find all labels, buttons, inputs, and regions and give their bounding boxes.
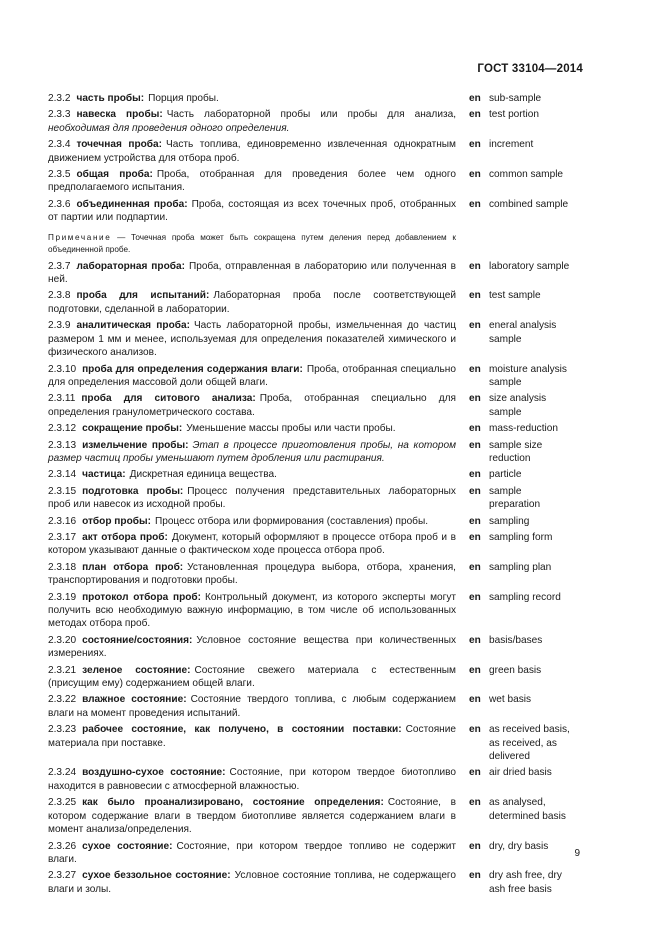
term-number: 2.3.9 [48, 320, 71, 332]
term-entry [48, 591, 583, 631]
language-code: en [469, 260, 481, 272]
english-term-line: test sample [489, 290, 541, 302]
term-english [456, 260, 583, 287]
term-definition-ru [48, 515, 456, 528]
english-term-line: particle [489, 469, 522, 481]
english-term-line: air dried basis [489, 767, 552, 779]
english-term-line: as received basis, [489, 724, 570, 736]
english-term-line: as received, as [489, 737, 557, 749]
english-term-line: dry ash free, dry [489, 870, 562, 882]
term-entry [48, 693, 583, 720]
term-number: 2.3.5 [48, 169, 71, 181]
language-code: en [469, 485, 481, 497]
term-definition-ru [48, 561, 456, 588]
term-english [456, 198, 583, 225]
term-number: 2.3.16 [48, 515, 77, 527]
term-number: 2.3.26 [48, 840, 77, 852]
term-name: проба для определения содержания влаги: [82, 363, 303, 375]
term-definition-ru [48, 485, 456, 512]
term-name: влажное состояние: [82, 694, 187, 706]
term-definition: Состояние, при котором твердое биотопливо находится в равновесии с атмосферной влажностью. [48, 767, 457, 792]
english-term-line: reduction [489, 452, 531, 464]
term-english [456, 840, 583, 867]
term-definition: Дискретная единица вещества. [129, 469, 277, 481]
term-name: сокращение пробы: [82, 423, 183, 435]
term-entry [48, 260, 583, 287]
term-english [456, 634, 583, 661]
term-entry [48, 766, 583, 793]
term-name: как было проанализировано, состояние определения: [82, 797, 384, 809]
language-code: en [469, 634, 481, 646]
english-term-line: increment [489, 139, 534, 151]
term-definition-ru [48, 392, 456, 419]
term-english [456, 439, 583, 466]
term-definition-ru [48, 693, 456, 720]
english-term-line: common sample [489, 169, 564, 181]
term-definition: Лабораторная проба после соответствующей подготовки, сделанной в лаборатории. [48, 290, 456, 315]
term-name: измельчение пробы: [82, 439, 189, 451]
term-entry [48, 723, 583, 763]
term-definition-ru [48, 260, 456, 287]
term-entry [48, 561, 583, 588]
term-number: 2.3.15 [48, 485, 77, 497]
language-code: en [469, 363, 481, 375]
term-definition-ru [48, 289, 456, 316]
term-entry [48, 392, 583, 419]
language-code: en [469, 109, 481, 121]
term-definition: Уменьшение массы пробы или части пробы. [186, 423, 396, 435]
term-english [456, 531, 583, 558]
term-name: сухое состояние: [82, 840, 173, 852]
english-term-line: basis/bases [489, 634, 543, 646]
term-entry [48, 92, 583, 105]
term-definition: Проба, отобранная специально для определения гранулометрического состава. [48, 393, 456, 418]
term-number: 2.3.22 [48, 694, 77, 706]
term-definition-ru [48, 319, 456, 359]
english-term-line: green basis [489, 664, 542, 676]
english-term-line: sample [489, 376, 522, 388]
term-english [456, 468, 583, 481]
term-entry [48, 515, 583, 528]
term-english [456, 392, 583, 419]
english-term-line: sampling plan [489, 561, 552, 573]
term-entry [48, 840, 583, 867]
language-code: en [469, 797, 481, 809]
term-english [456, 168, 583, 195]
term-entry [48, 289, 583, 316]
english-term-line: sub-sample [489, 93, 542, 104]
term-name: зеленое состояние: [82, 664, 191, 676]
term-number: 2.3.27 [48, 870, 77, 882]
term-definition: Состояние свежего материала с естественным (присущим ему) содержанием общей влаги. [48, 664, 456, 690]
term-english [456, 319, 583, 359]
term-english [456, 515, 583, 528]
english-term-line: eneral analysis [489, 320, 557, 332]
term-definition-ru [48, 198, 456, 225]
term-definition-ru [48, 664, 456, 691]
term-english [456, 485, 583, 512]
term-entry [48, 869, 583, 896]
term-definition-ru [48, 840, 456, 867]
language-code: en [469, 290, 481, 302]
term-number: 2.3.25 [48, 797, 77, 809]
term-entry [48, 796, 583, 836]
term-english [456, 766, 583, 793]
english-term-line: sample size [489, 439, 543, 451]
term-entry [48, 439, 583, 466]
term-entry [48, 319, 583, 359]
language-code: en [469, 767, 481, 779]
term-number: 2.3.4 [48, 139, 71, 151]
term-definition: Проба, отправленная в лабораторию или полученная в ней. [48, 260, 457, 286]
term-definition-ru [48, 723, 456, 763]
language-code: en [469, 724, 481, 736]
term-number: 2.3.3 [48, 109, 71, 121]
term-definition: Проба, отобранная специально для определения массовой доли общей влаги. [48, 363, 456, 388]
english-term-line: size analysis [489, 393, 547, 405]
english-term-line: mass-reduction [489, 423, 559, 435]
term-english [456, 363, 583, 390]
language-code: en [469, 531, 481, 543]
term-definition: Контрольный документ, из которого эксперты могут получить всю необходимую важную информацию, в том числе об использованных методах отбора проб. [48, 591, 456, 630]
term-definition-ru [48, 108, 456, 135]
term-definition: Состояние, при котором твердое топливо не содержит влаги. [48, 840, 456, 865]
term-definition-ru [48, 422, 456, 435]
language-code: en [469, 93, 481, 104]
term-number: 2.3.14 [48, 469, 77, 481]
term-definition-ru [48, 138, 456, 165]
language-code: en [469, 423, 481, 435]
term-definition: Установленная процедура выбора, отбора, хранения, транспортирования и подготовки пробы. [48, 561, 456, 587]
note-label: Примечание [48, 232, 112, 242]
term-definition: Проба, отобранная для проведения более чем одного предполагаемого испытания. [48, 169, 456, 194]
term-definition: Часть лабораторной пробы или пробы для анализа, [166, 109, 456, 121]
english-term-line: as analysed, [489, 797, 546, 809]
term-name: точечная проба: [76, 139, 162, 151]
english-term-line: wet basis [489, 694, 532, 706]
term-definition: Состояние материала при поставке. [48, 724, 456, 749]
language-code: en [469, 320, 481, 332]
term-entry [48, 138, 583, 165]
term-name: лабораторная проба: [76, 260, 185, 272]
term-number: 2.3.18 [48, 561, 77, 573]
term-definition-ru [48, 796, 456, 836]
term-entry [48, 168, 583, 195]
language-code: en [469, 515, 481, 527]
term-english [456, 561, 583, 588]
term-definition: Условное состояние топлива, не содержащего влаги и золы. [48, 870, 457, 895]
english-term-line: laboratory sample [489, 260, 570, 272]
term-english [456, 422, 583, 435]
term-english [456, 664, 583, 691]
term-name: аналитическая проба: [76, 320, 190, 332]
terms-list [48, 92, 583, 896]
english-term-line: preparation [489, 499, 541, 511]
term-definition-ru [48, 591, 456, 631]
term-number: 2.3.13 [48, 439, 77, 451]
english-term-line: sampling record [489, 591, 561, 603]
document-header: ГОСТ 33104—2014 [477, 63, 583, 75]
term-name: сухое беззольное состояние: [82, 870, 231, 882]
term-definition-ru [48, 92, 456, 105]
term-entry [48, 634, 583, 661]
page-number: 9 [574, 848, 580, 859]
term-definition-ru [48, 468, 456, 481]
term-name: отбор пробы: [82, 515, 151, 527]
english-term-line: sampling [489, 515, 530, 527]
english-term-line: sample [489, 333, 522, 345]
term-definition: Процесс получения представительных лабораторных проб или навесок из исходной пробы. [48, 485, 456, 511]
term-name: общая проба: [76, 169, 153, 181]
english-term-line: test portion [489, 109, 539, 121]
language-code: en [469, 870, 481, 882]
term-number: 2.3.21 [48, 664, 77, 676]
term-english [456, 723, 583, 763]
term-entry [48, 531, 583, 558]
term-english [456, 693, 583, 720]
english-term-line: ash free basis [489, 883, 552, 895]
language-code: en [469, 393, 481, 405]
language-code: en [469, 694, 481, 706]
term-number: 2.3.8 [48, 290, 71, 302]
language-code: en [469, 664, 481, 676]
term-definition-ru [48, 869, 456, 896]
term-english [456, 869, 583, 896]
note-text: — Точечная проба может быть сокращена путем деления перед добавлением к объединенной пробе. [48, 232, 456, 254]
term-number: 2.3.24 [48, 767, 77, 779]
term-name: воздушно-сухое состояние: [82, 767, 226, 779]
term-name: частица: [82, 469, 126, 481]
language-code: en [469, 439, 481, 451]
term-definition: Условное состояние вещества при количественных измерениях. [48, 634, 456, 660]
term-definition: Процесс отбора или формирования (составления) пробы. [154, 515, 429, 527]
term-name: акт отбора проб: [82, 531, 168, 543]
term-english [456, 92, 583, 105]
term-name: проба для испытаний: [76, 290, 210, 302]
term-definition: Состояние, в котором содержание влаги в твердом биотопливе является содержанием влаги в момент анализа/определения. [48, 797, 456, 836]
english-term-line: sample [489, 485, 522, 497]
term-entry [48, 363, 583, 390]
term-number: 2.3.2 [48, 93, 71, 104]
language-code: en [469, 561, 481, 573]
term-definition-ru [48, 766, 456, 793]
term-number: 2.3.23 [48, 724, 77, 736]
term-name: проба для ситового анализа: [81, 393, 256, 405]
term-english [456, 138, 583, 165]
term-definition: Документ, который оформляют в процессе отбора проб и в котором указывают данные о фактическом ходе процесса отбора проб. [48, 531, 456, 557]
term-definition: Проба, состоящая из всех точечных проб, отобранных от партии или подпартии. [48, 198, 456, 224]
term-number: 2.3.20 [48, 634, 77, 646]
term-definition-ru [48, 363, 456, 390]
term-name: навеска пробы: [76, 109, 163, 121]
term-name: объединенная проба: [76, 198, 188, 210]
term-definition: Порция пробы. [148, 93, 219, 104]
term-definition: Часть топлива, единовременно извлеченная однократным движением устройства для отбора проб. [48, 139, 456, 164]
english-term-line: dry, dry basis [489, 840, 549, 852]
term-definition-ru [48, 168, 456, 195]
term-number: 2.3.17 [48, 531, 77, 543]
term-definition-ru [48, 634, 456, 661]
term-name: план отбора проб: [82, 561, 184, 573]
term-english [456, 796, 583, 836]
english-term-line: moisture analysis [489, 363, 567, 375]
language-code: en [469, 139, 481, 151]
english-term-line: sampling form [489, 531, 553, 543]
language-code: en [469, 840, 481, 852]
note-paragraph [48, 232, 456, 256]
term-name: состояние/состояния: [82, 634, 193, 646]
term-name: часть пробы: [76, 93, 145, 104]
term-definition: Состояние твердого топлива, с любым содержанием влаги на момент проведения испытаний. [48, 694, 456, 719]
term-definition: Часть лабораторной пробы, измельченная до частиц размером 1 мм и менее, используемая для определения показателей химического и физического анализов. [48, 320, 456, 359]
term-definition-italic: Этап в процессе приготовления пробы, на котором размер частиц пробы уменьшают путем дробления или растирания. [48, 439, 456, 464]
language-code: en [469, 169, 481, 181]
language-code: en [469, 198, 481, 210]
term-number: 2.3.7 [48, 260, 71, 272]
term-number: 2.3.10 [48, 363, 77, 375]
term-name: рабочее состояние, как получено, в состоянии поставки: [82, 724, 402, 736]
term-entry [48, 422, 583, 435]
term-entry [48, 664, 583, 691]
english-term-line: determined basis [489, 810, 566, 822]
term-number: 2.3.11 [48, 393, 76, 405]
term-entry [48, 485, 583, 512]
language-code: en [469, 591, 481, 603]
term-entry [48, 108, 583, 135]
term-definition-ru [48, 439, 456, 466]
english-term-line: delivered [489, 751, 530, 763]
term-number: 2.3.12 [48, 423, 77, 435]
term-english [456, 108, 583, 135]
term-definition-italic: необходимая для проведения одного определения. [48, 122, 290, 134]
term-entry [48, 468, 583, 481]
term-name: протокол отбора проб: [82, 591, 202, 603]
language-code: en [469, 469, 481, 481]
term-number: 2.3.6 [48, 198, 71, 210]
term-entry [48, 198, 583, 225]
term-definition-ru [48, 531, 456, 558]
term-number: 2.3.19 [48, 591, 77, 603]
term-english [456, 289, 583, 316]
term-english [456, 591, 583, 631]
english-term-line: sample [489, 406, 522, 418]
english-term-line: combined sample [489, 198, 569, 210]
term-name: подготовка пробы: [82, 485, 184, 497]
